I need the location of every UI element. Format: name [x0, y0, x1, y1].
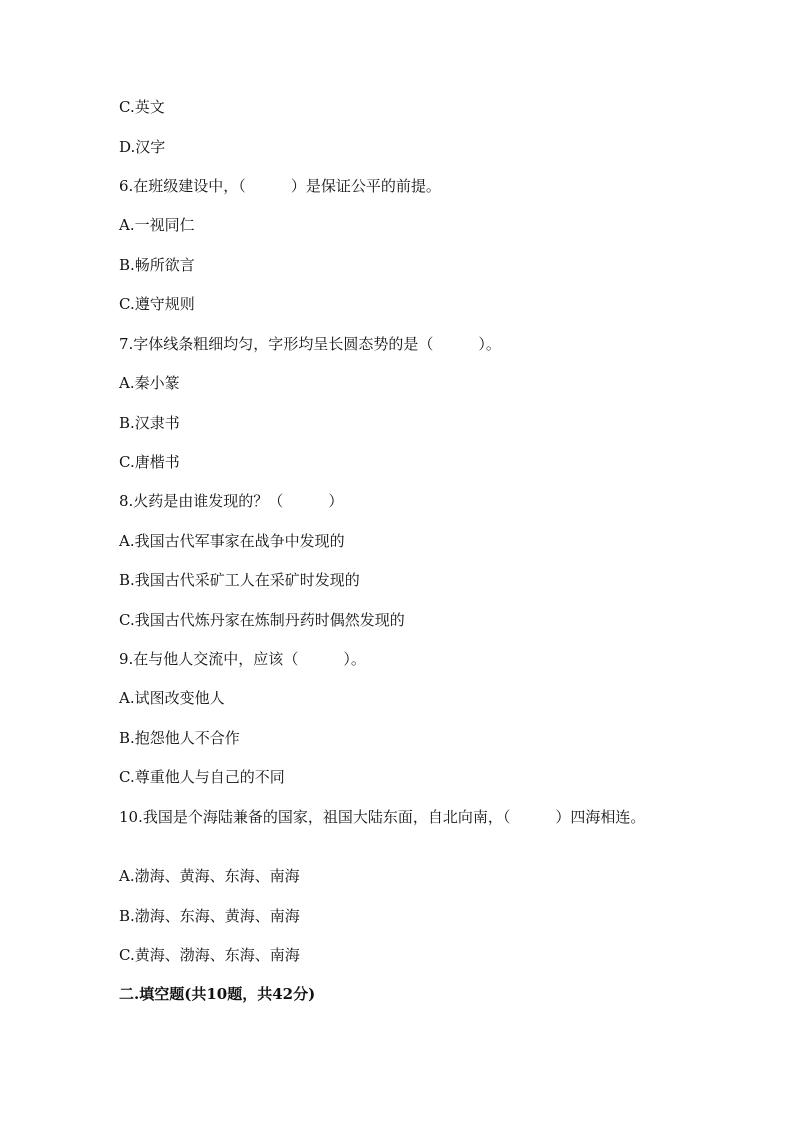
option-9c: C.尊重他人与自己的不同 [119, 768, 285, 786]
option-10a: A.渤海、黄海、东海、南海 [119, 867, 300, 885]
option-6a: A.一视同仁 [119, 216, 195, 234]
question-6-stem: 6.在班级建设中，（ ）是保证公平的前提。 [119, 177, 441, 195]
option-10c: C.黄海、渤海、东海、南海 [119, 946, 300, 964]
section-heading: 二.填空题(共10题，共42分) [119, 985, 316, 1003]
option-10b: B.渤海、东海、黄海、南海 [119, 907, 300, 925]
option-5c: C.英文 [119, 98, 165, 116]
question-9-stem: 9.在与他人交流中，应该（ ）。 [119, 650, 366, 668]
question-10-stem: 10.我国是个海陆兼备的国家，祖国大陆东面，自北向南，（ ）四海相连。 [119, 808, 646, 826]
option-9b: B.抱怨他人不合作 [119, 729, 240, 747]
option-7a: A.秦小篆 [119, 374, 180, 392]
option-7c: C.唐楷书 [119, 453, 180, 471]
option-5d: D.汉字 [119, 138, 166, 156]
option-8c: C.我国古代炼丹家在炼制丹药时偶然发现的 [119, 611, 405, 629]
option-6b: B.畅所欲言 [119, 256, 195, 274]
option-8a: A.我国古代军事家在战争中发现的 [119, 532, 345, 550]
question-8-stem: 8.火药是由谁发现的？（ ） [119, 492, 344, 510]
option-9a: A.试图改变他人 [119, 689, 225, 707]
option-8b: B.我国古代采矿工人在采矿时发现的 [119, 571, 360, 589]
question-7-stem: 7.字体线条粗细均匀，字形均呈长圆态势的是（ ）。 [119, 335, 501, 353]
option-6c: C.遵守规则 [119, 295, 195, 313]
option-7b: B.汉隶书 [119, 414, 180, 432]
